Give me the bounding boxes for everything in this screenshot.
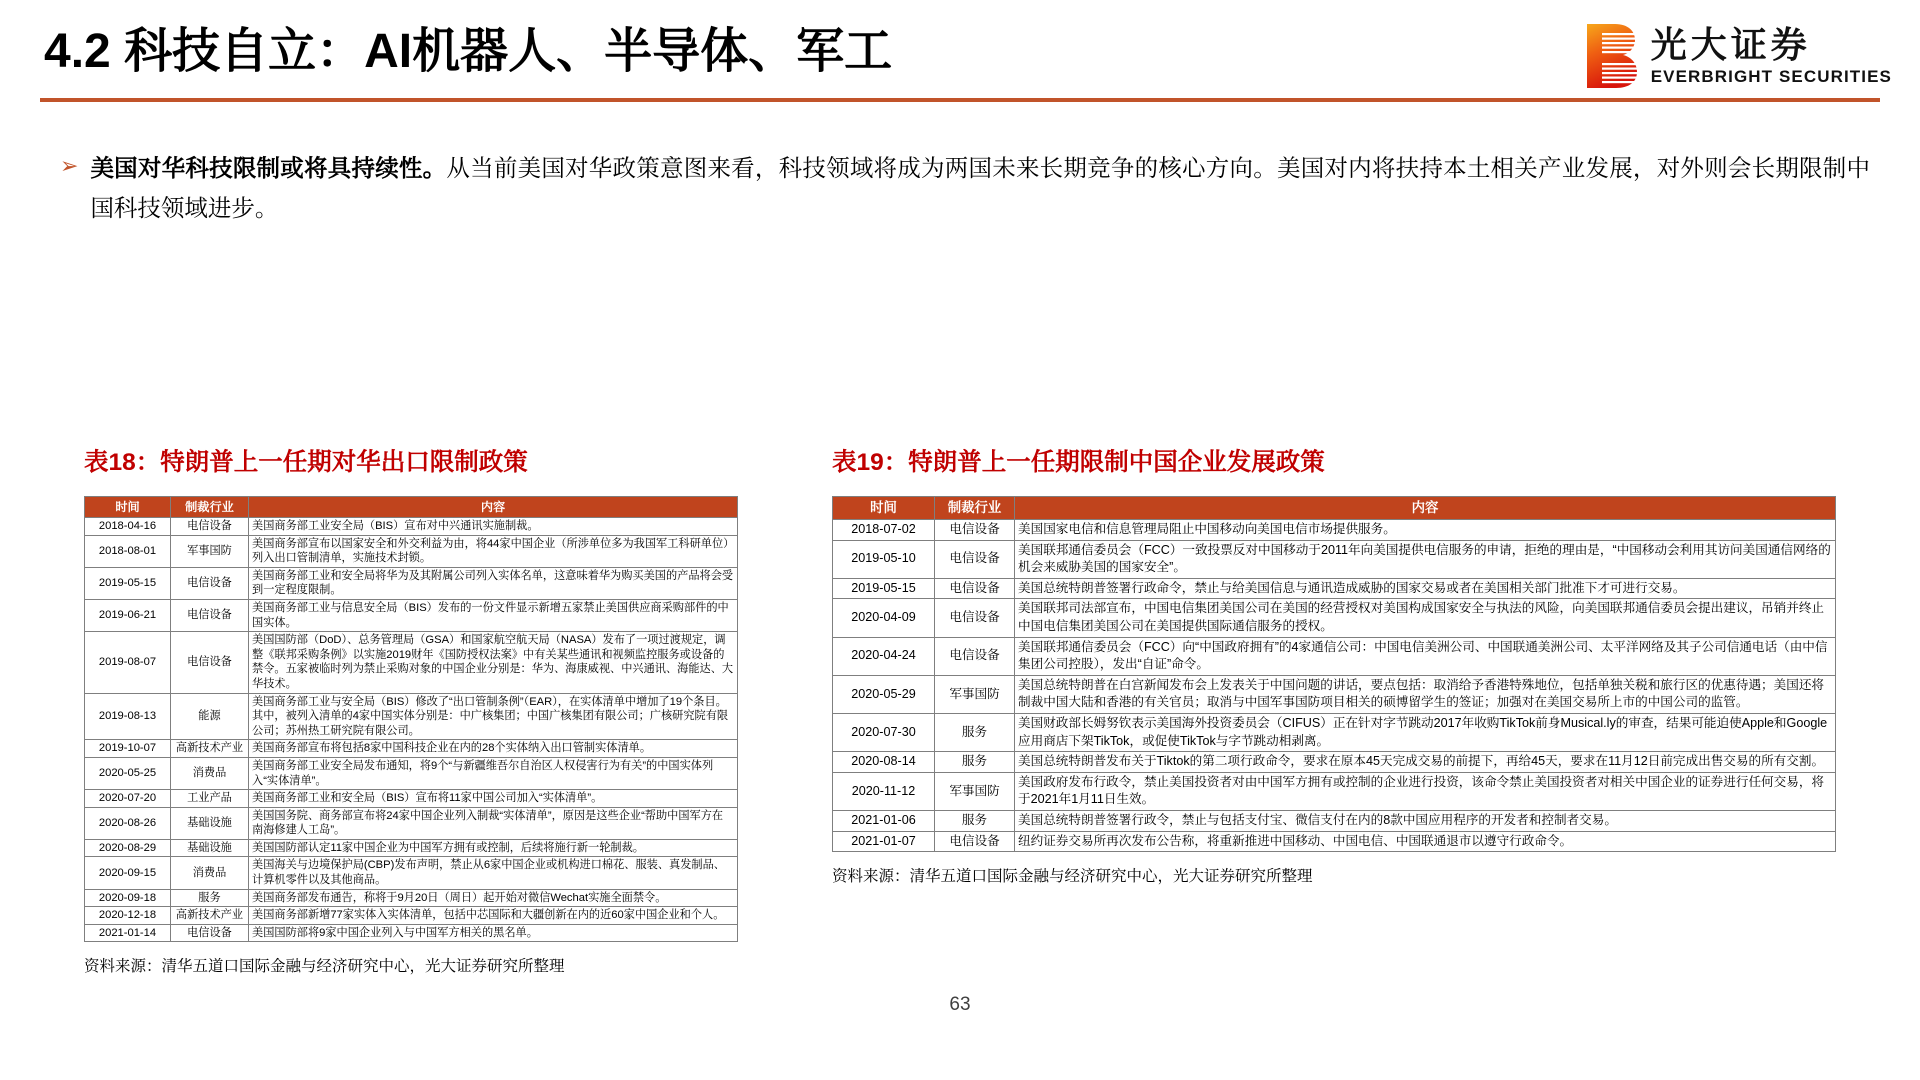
cell-date: 2018-07-02 [833,520,935,541]
table-18 [84,496,738,942]
cell-sector: 电信设备 [935,578,1015,599]
cell-content: 美国总统特朗普发布关于Tiktok的第二项行政命令，要求在原本45天完成交易的前提下，再给45天，要求在11月12日前完成出售交易的所有交割。 [1015,752,1836,773]
cell-sector: 军事国防 [935,675,1015,713]
table-18-source: 资料来源：清华五道口国际金融与经济研究中心，光大证券研究所整理 [84,958,565,976]
cell-date: 2019-06-21 [85,599,171,631]
table-row [85,740,738,758]
cell-content: 美国国家电信和信息管理局阻止中国移动向美国电信市场提供服务。 [1015,520,1836,541]
cell-date: 2020-07-20 [85,790,171,808]
table-row [833,675,1836,713]
table-row [833,772,1836,810]
cell-date: 2020-08-14 [833,752,935,773]
table-header-row [833,497,1836,520]
cell-sector: 高新技术产业 [171,740,249,758]
cell-sector: 军事国防 [935,772,1015,810]
table-row [85,567,738,599]
cell-sector: 电信设备 [171,518,249,536]
cell-content: 美国财政部长姆努钦表示美国海外投资委员会（CIFUS）正在针对字节跳动2017年收购TikTok前身Musical.ly的审查，结果可能迫使Apple和Google应用商店下架TikTok，或促使TikTok与字节跳动相剥离。 [1015,713,1836,751]
table-row [85,693,738,740]
cell-sector: 电信设备 [935,520,1015,541]
cell-content: 美国国务院、商务部宣布将24家中国企业列入制裁“实体清单”，原因是这些企业“帮助中国军方在南海修建人工岛”。 [249,807,738,839]
cell-content: 美国商务部宣布将包括8家中国科技企业在内的28个实体纳入出口管制实体清单。 [249,740,738,758]
cell-content: 美国政府发布行政令，禁止美国投资者对由中国军方拥有或控制的企业进行投资，该命令禁止美国投资者对相关中国企业的证券进行任何交易，将于2021年1月11日生效。 [1015,772,1836,810]
cell-content: 美国联邦通信委员会（FCC）向“中国政府拥有”的4家通信公司：中国电信美洲公司、中国联通美洲公司、太平洋网络及其子公司信通电话（由中信集团公司控股），发出“自证”命令。 [1015,637,1836,675]
cell-content: 美国总统特朗普签署行政命令，禁止与给美国信息与通讯造成威胁的国家交易或者在美国相关部门批准下才可进行交易。 [1015,578,1836,599]
table-19-block [832,448,1836,888]
page-number: 63 [949,994,971,1015]
table-19 [832,496,1836,852]
col-header-content: 内容 [249,497,738,518]
table-row [833,713,1836,751]
key-point-bullet [60,148,1870,228]
cell-date: 2021-01-07 [833,831,935,852]
cell-sector: 高新技术产业 [171,907,249,925]
brand-logo [1585,22,1892,90]
table-header-row [85,497,738,518]
cell-sector: 消费品 [171,757,249,789]
cell-sector: 服务 [935,752,1015,773]
cell-content: 美国国防部认定11家中国企业为中国军方拥有或控制，后续将施行新一轮制裁。 [249,839,738,857]
table-row [85,632,738,693]
cell-date: 2019-08-13 [85,693,171,740]
table-row [833,520,1836,541]
cell-content: 美国商务部工业和安全局将华为及其附属公司列入实体名单，这意味着华为购买美国的产品将会受到一定程度限制。 [249,567,738,599]
cell-date: 2020-12-18 [85,907,171,925]
table-row [85,757,738,789]
cell-content: 美国总统特朗普在白宫新闻发布会上发表关于中国问题的讲话，要点包括：取消给予香港特殊地位，包括单独关税和旅行区的优惠待遇；美国还将制裁中国大陆和香港的有关官员；取消与中国军事国防项目相关的硕博留学生的签证；加强对在美国交易所上市的中国公司的监管。 [1015,675,1836,713]
table-row [833,540,1836,578]
cell-content: 美国国防部（DoD）、总务管理局（GSA）和国家航空航天局（NASA）发布了一项过渡规定，调整《联邦采购条例》以实施2019财年《国防授权法案》中有关某些通讯和视频监控服务或设备的禁令。五家被临时列为禁止采购对象的中国企业分别是：华为、海康威视、中兴通讯、海能达、大华技术。 [249,632,738,693]
cell-date: 2019-05-10 [833,540,935,578]
table-18-block [84,448,738,978]
cell-date: 2019-05-15 [85,567,171,599]
header-divider [40,98,1880,102]
bullet-body-text: 从当前美国对华政策意图来看，科技领域将成为两国未来长期竞争的核心方向。美国对内将扶持本土相关产业发展，对外则会长期限制中国科技领域进步。 [90,155,1871,221]
cell-date: 2019-10-07 [85,740,171,758]
cell-sector: 基础设施 [171,839,249,857]
table-row [85,807,738,839]
cell-content: 纽约证券交易所再次发布公告称，将重新推进中国移动、中国电信、中国联通退市以遵守行政命令。 [1015,831,1836,852]
cell-sector: 电信设备 [171,599,249,631]
cell-sector: 消费品 [171,857,249,889]
cell-sector: 基础设施 [171,807,249,839]
table-row [833,578,1836,599]
col-header-date: 时间 [85,497,171,518]
table-row [833,599,1836,637]
table-row [833,752,1836,773]
table-row [85,924,738,942]
table-19-source: 资料来源：清华五道口国际金融与经济研究中心，光大证券研究所整理 [832,868,1313,886]
cell-content: 美国总统特朗普签署行政令，禁止与包括支付宝、微信支付在内的8款中国应用程序的开发者和控制者交易。 [1015,810,1836,831]
cell-date: 2020-04-24 [833,637,935,675]
bullet-paragraph [90,148,1870,228]
slide-header [0,0,1920,118]
table-row [833,810,1836,831]
cell-content: 美国商务部发布通告，称将于9月20日（周日）起开始对微信Wechat实施全面禁令。 [249,889,738,907]
cell-date: 2020-07-30 [833,713,935,751]
cell-content: 美国商务部工业和安全局（BIS）宣布将11家中国公司加入“实体清单”。 [249,790,738,808]
page-title: 4.2 科技自立：AI机器人、半导体、军工 [44,25,893,78]
logo-text [1651,25,1892,87]
cell-sector: 服务 [935,713,1015,751]
cell-content: 美国商务部工业与信息安全局（BIS）发布的一份文件显示新增五家禁止美国供应商采购部件的中国实体。 [249,599,738,631]
cell-content: 美国国防部将9家中国企业列入与中国军方相关的黑名单。 [249,924,738,942]
cell-date: 2021-01-14 [85,924,171,942]
cell-date: 2020-05-25 [85,757,171,789]
table-row [85,599,738,631]
cell-date: 2020-08-29 [85,839,171,857]
bullet-lead-text: 美国对华科技限制或将具持续性。 [90,155,447,181]
cell-date: 2019-08-07 [85,632,171,693]
col-header-sector: 制裁行业 [935,497,1015,520]
cell-date: 2019-05-15 [833,578,935,599]
cell-content: 美国联邦通信委员会（FCC）一致投票反对中国移动于2011年向美国提供电信服务的申请，拒绝的理由是，“中国移动会利用其访问美国通信网络的机会来威胁美国的国家安全”。 [1015,540,1836,578]
table-18-caption: 表18：特朗普上一任期对华出口限制政策 [84,449,528,476]
table-row [85,839,738,857]
table-row [85,790,738,808]
everbright-b-mark-icon [1585,22,1637,90]
cell-sector: 工业产品 [171,790,249,808]
cell-date: 2021-01-06 [833,810,935,831]
cell-sector: 服务 [935,810,1015,831]
cell-sector: 电信设备 [935,831,1015,852]
cell-content: 美国联邦司法部宣布，中国电信集团美国公司在美国的经营授权对美国构成国家安全与执法的风险，向美国联邦通信委员会提出建议，吊销并终止中国电信集团美国公司在美国提供国际通信服务的授权。 [1015,599,1836,637]
table-row [85,889,738,907]
cell-sector: 电信设备 [171,632,249,693]
cell-sector: 电信设备 [171,567,249,599]
logo-chinese-name: 光大证券 [1650,24,1811,65]
table-row [85,857,738,889]
bullet-arrow-icon: ➢ [60,153,79,178]
cell-sector: 电信设备 [935,540,1015,578]
cell-sector: 军事国防 [171,535,249,567]
cell-date: 2018-08-01 [85,535,171,567]
table-row [833,831,1836,852]
table-row [833,637,1836,675]
cell-content: 美国商务部工业安全局（BIS）宣布对中兴通讯实施制裁。 [249,518,738,536]
col-header-date: 时间 [833,497,935,520]
cell-date: 2020-05-29 [833,675,935,713]
cell-sector: 电信设备 [935,637,1015,675]
cell-content: 美国海关与边境保护局(CBP)发布声明，禁止从6家中国企业或机构进口棉花、服装、真发制品、计算机零件以及其他商品。 [249,857,738,889]
cell-sector: 能源 [171,693,249,740]
table-row [85,535,738,567]
cell-sector: 电信设备 [935,599,1015,637]
cell-content: 美国商务部工业与安全局（BIS）修改了“出口管制条例”（EAR），在实体清单中增加了19个条目。其中，被列入清单的4家中国实体分别是：中广核集团；中国广核集团有限公司；广核研究院有限公司；苏州热工研究院有限公司。 [249,693,738,740]
cell-date: 2020-08-26 [85,807,171,839]
col-header-sector: 制裁行业 [171,497,249,518]
cell-sector: 电信设备 [171,924,249,942]
col-header-content: 内容 [1015,497,1836,520]
cell-date: 2020-11-12 [833,772,935,810]
cell-content: 美国商务部工业安全局发布通知，将9个“与新疆维吾尔自治区人权侵害行为有关”的中国实体列入“实体清单”。 [249,757,738,789]
cell-date: 2018-04-16 [85,518,171,536]
table-row [85,907,738,925]
table-19-caption: 表19：特朗普上一任期限制中国企业发展政策 [832,449,1325,476]
cell-sector: 服务 [171,889,249,907]
cell-date: 2020-09-15 [85,857,171,889]
cell-content: 美国商务部新增77家实体入实体清单，包括中芯国际和大疆创新在内的近60家中国企业和个人。 [249,907,738,925]
table-row [85,518,738,536]
cell-content: 美国商务部宣布以国家安全和外交利益为由，将44家中国企业（所涉单位多为我国军工科研单位）列入出口管制清单，实施技术封锁。 [249,535,738,567]
logo-english-name: EVERBRIGHT SECURITIES [1650,67,1892,86]
cell-date: 2020-09-18 [85,889,171,907]
cell-date: 2020-04-09 [833,599,935,637]
